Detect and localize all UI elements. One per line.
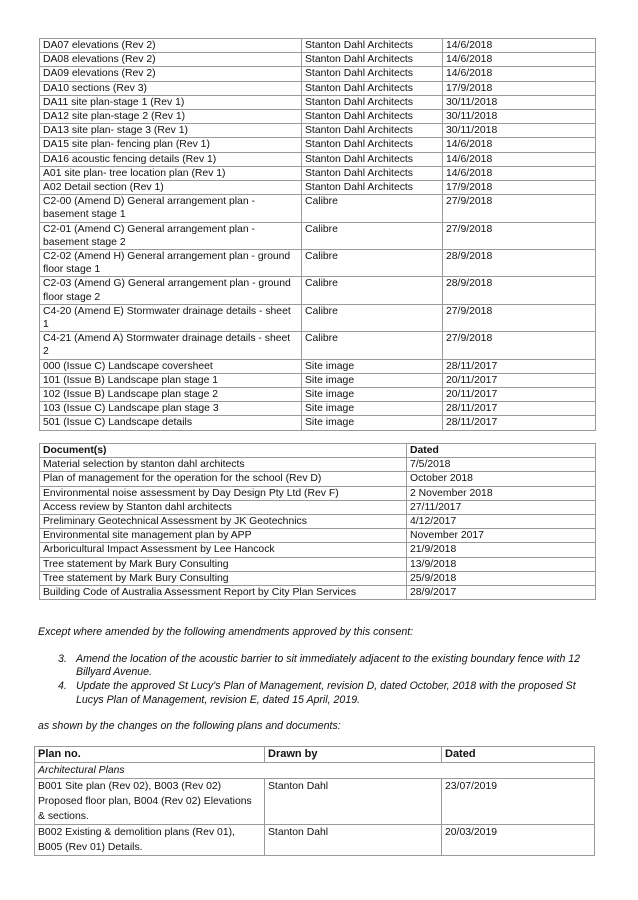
plan-row-plan: DA12 site plan-stage 2 (Rev 1) [40,110,302,124]
plan-row [40,332,596,359]
document-row-document: Environmental site management plan by APP [40,529,407,543]
plan-row-dated: 20/11/2017 [443,388,596,402]
document-row-dated: October 2018 [407,472,596,486]
changes-header-drawn-by: Drawn by [265,747,442,763]
changes-section-label: Architectural Plans [35,763,595,779]
plan-row-dated: 28/11/2017 [443,416,596,430]
plan-row [40,250,596,277]
plan-row-plan: C2-02 (Amend H) General arrangement plan - ground floor stage 1 [40,250,302,277]
amendments-intro: Except where amended by the following amendments approved by this consent: [38,626,414,638]
plan-row-dated: 27/9/2018 [443,304,596,331]
plan-row-plan: C2-03 (Amend G) General arrangement plan - ground floor stage 2 [40,277,302,304]
plan-row-plan: 000 (Issue C) Landscape coversheet [40,359,302,373]
document-row-dated: 7/5/2018 [407,458,596,472]
plan-row-drawn-by: Stanton Dahl Architects [302,67,443,81]
change-row-drawn-by: Stanton Dahl [265,779,442,825]
plan-row-drawn-by: Stanton Dahl Architects [302,152,443,166]
plan-row-dated: 14/6/2018 [443,138,596,152]
plan-row-drawn-by: Site image [302,388,443,402]
plan-row-drawn-by: Site image [302,416,443,430]
document-row-dated: November 2017 [407,529,596,543]
plan-row-plan: DA16 acoustic fencing details (Rev 1) [40,152,302,166]
document-row-document: Access review by Stanton dahl architects [40,500,407,514]
plan-row-drawn-by: Stanton Dahl Architects [302,81,443,95]
document-row [40,472,596,486]
plan-row-dated: 14/6/2018 [443,166,596,180]
change-row-dated: 20/03/2019 [442,825,595,856]
amendment-text: Amend the location of the acoustic barrier to sit immediately adjacent to the existing boundary fence with 12 Billyard Avenue. [76,653,581,679]
documents-header-row [40,444,596,458]
plan-row [40,416,596,430]
plan-row [40,152,596,166]
plan-row-drawn-by: Stanton Dahl Architects [302,138,443,152]
plan-row-drawn-by: Stanton Dahl Architects [302,39,443,53]
plan-row-dated: 14/6/2018 [443,53,596,67]
document-row-dated: 25/9/2018 [407,571,596,585]
document-row-dated: 28/9/2017 [407,586,596,600]
plan-row-plan: C4-20 (Amend E) Stormwater drainage details - sheet 1 [40,304,302,331]
plan-row-plan: 103 (Issue C) Landscape plan stage 3 [40,402,302,416]
plan-row-drawn-by: Calibre [302,332,443,359]
document-row [40,586,596,600]
document-row [40,500,596,514]
changes-section-row [35,763,595,779]
plan-row [40,304,596,331]
plan-row-dated: 30/11/2018 [443,95,596,109]
plan-row [40,39,596,53]
plan-row-plan: A01 site plan- tree location plan (Rev 1) [40,166,302,180]
document-row [40,557,596,571]
plan-row-plan: DA09 elevations (Rev 2) [40,67,302,81]
change-row [35,825,595,856]
plan-row-plan: C4-21 (Amend A) Stormwater drainage details - sheet 2 [40,332,302,359]
plan-row-plan: DA10 sections (Rev 3) [40,81,302,95]
document-row-document: Preliminary Geotechnical Assessment by JK Geotechnics [40,515,407,529]
plan-row [40,181,596,195]
plan-row-dated: 14/6/2018 [443,39,596,53]
plan-row [40,195,596,222]
plans-table [39,38,596,431]
document-row-document: Environmental noise assessment by Day Design Pty Ltd (Rev F) [40,486,407,500]
plan-row-plan: DA11 site plan-stage 1 (Rev 1) [40,95,302,109]
change-row-dated: 23/07/2019 [442,779,595,825]
document-row [40,543,596,557]
changes-table [34,746,595,856]
document-row-document: Material selection by stanton dahl architects [40,458,407,472]
plan-row-plan: C2-01 (Amend C) General arrangement plan - basement stage 2 [40,222,302,249]
plan-row-dated: 17/9/2018 [443,181,596,195]
changes-header-dated: Dated [442,747,595,763]
plan-row [40,359,596,373]
plan-row [40,124,596,138]
changes-header-row [35,747,595,763]
amendment-text: Update the approved St Lucy's Plan of Management, revision D, dated October, 2018 with the proposed St Lucys Plan of Management, revision E, dated 15 April, 2019. [76,680,576,706]
plan-row-plan: DA13 site plan- stage 3 (Rev 1) [40,124,302,138]
document-row-dated: 13/9/2018 [407,557,596,571]
document-row-dated: 4/12/2017 [407,515,596,529]
amendments-outro: as shown by the changes on the following plans and documents: [38,720,341,732]
plan-row-plan: 102 (Issue B) Landscape plan stage 2 [40,388,302,402]
documents-header-dated: Dated [407,444,596,458]
plan-row-dated: 28/9/2018 [443,250,596,277]
amendment-number: 4. [58,680,67,693]
plan-row [40,373,596,387]
plan-row-drawn-by: Site image [302,373,443,387]
plan-row-dated: 20/11/2017 [443,373,596,387]
plan-row-plan: A02 Detail section (Rev 1) [40,181,302,195]
plan-row [40,81,596,95]
plan-row [40,53,596,67]
plan-row-drawn-by: Stanton Dahl Architects [302,95,443,109]
plan-row [40,67,596,81]
document-row-document: Arboricultural Impact Assessment by Lee Hancock [40,543,407,557]
amendment-item [58,653,606,679]
document-row-dated: 2 November 2018 [407,486,596,500]
plan-row-drawn-by: Calibre [302,277,443,304]
document-row [40,458,596,472]
document-row [40,515,596,529]
plan-row [40,277,596,304]
plan-row-drawn-by: Stanton Dahl Architects [302,124,443,138]
plan-row-dated: 30/11/2018 [443,110,596,124]
plan-row-drawn-by: Calibre [302,304,443,331]
plan-row-drawn-by: Stanton Dahl Architects [302,166,443,180]
plan-row-dated: 28/11/2017 [443,402,596,416]
plan-row-dated: 28/9/2018 [443,277,596,304]
change-row [35,779,595,825]
document-row-dated: 27/11/2017 [407,500,596,514]
plan-row-drawn-by: Calibre [302,222,443,249]
documents-header-document: Document(s) [40,444,407,458]
plan-row-drawn-by: Stanton Dahl Architects [302,53,443,67]
document-row-document: Building Code of Australia Assessment Report by City Plan Services [40,586,407,600]
plan-row-dated: 28/11/2017 [443,359,596,373]
plan-row-plan: C2-00 (Amend D) General arrangement plan - basement stage 1 [40,195,302,222]
document-row-document: Tree statement by Mark Bury Consulting [40,557,407,571]
changes-header-plan: Plan no. [35,747,265,763]
change-row-plan: B002 Existing & demolition plans (Rev 01), B005 (Rev 01) Details. [35,825,265,856]
amendments-list [58,653,606,708]
document-row-document: Plan of management for the operation for the school (Rev D) [40,472,407,486]
plan-row-plan: DA07 elevations (Rev 2) [40,39,302,53]
document-row-document: Tree statement by Mark Bury Consulting [40,571,407,585]
plan-row-drawn-by: Calibre [302,195,443,222]
amendment-number: 3. [58,653,67,665]
plan-row-dated: 27/9/2018 [443,332,596,359]
plan-row-drawn-by: Site image [302,402,443,416]
plan-row-plan: 101 (Issue B) Landscape plan stage 1 [40,373,302,387]
document-row [40,529,596,543]
plan-row-drawn-by: Site image [302,359,443,373]
plan-row-dated: 30/11/2018 [443,124,596,138]
plan-row-plan: DA15 site plan- fencing plan (Rev 1) [40,138,302,152]
change-row-plan: B001 Site plan (Rev 02), B003 (Rev 02) Proposed floor plan, B004 (Rev 02) Elevations & sections. [35,779,265,825]
plan-row [40,110,596,124]
plan-row [40,138,596,152]
plan-row-drawn-by: Stanton Dahl Architects [302,110,443,124]
plan-row-drawn-by: Calibre [302,250,443,277]
plan-row-plan: DA08 elevations (Rev 2) [40,53,302,67]
change-row-drawn-by: Stanton Dahl [265,825,442,856]
plan-row-dated: 14/6/2018 [443,152,596,166]
plan-row [40,388,596,402]
plan-row [40,402,596,416]
plan-row-dated: 17/9/2018 [443,81,596,95]
plan-row [40,166,596,180]
plan-row-plan: 501 (Issue C) Landscape details [40,416,302,430]
amendment-item [58,680,606,706]
plan-row-dated: 27/9/2018 [443,195,596,222]
document-row [40,571,596,585]
document-row-dated: 21/9/2018 [407,543,596,557]
plan-row-dated: 14/6/2018 [443,67,596,81]
plan-row [40,95,596,109]
plan-row-drawn-by: Stanton Dahl Architects [302,181,443,195]
document-row [40,486,596,500]
plan-row-dated: 27/9/2018 [443,222,596,249]
plan-row [40,222,596,249]
documents-table [39,443,596,600]
